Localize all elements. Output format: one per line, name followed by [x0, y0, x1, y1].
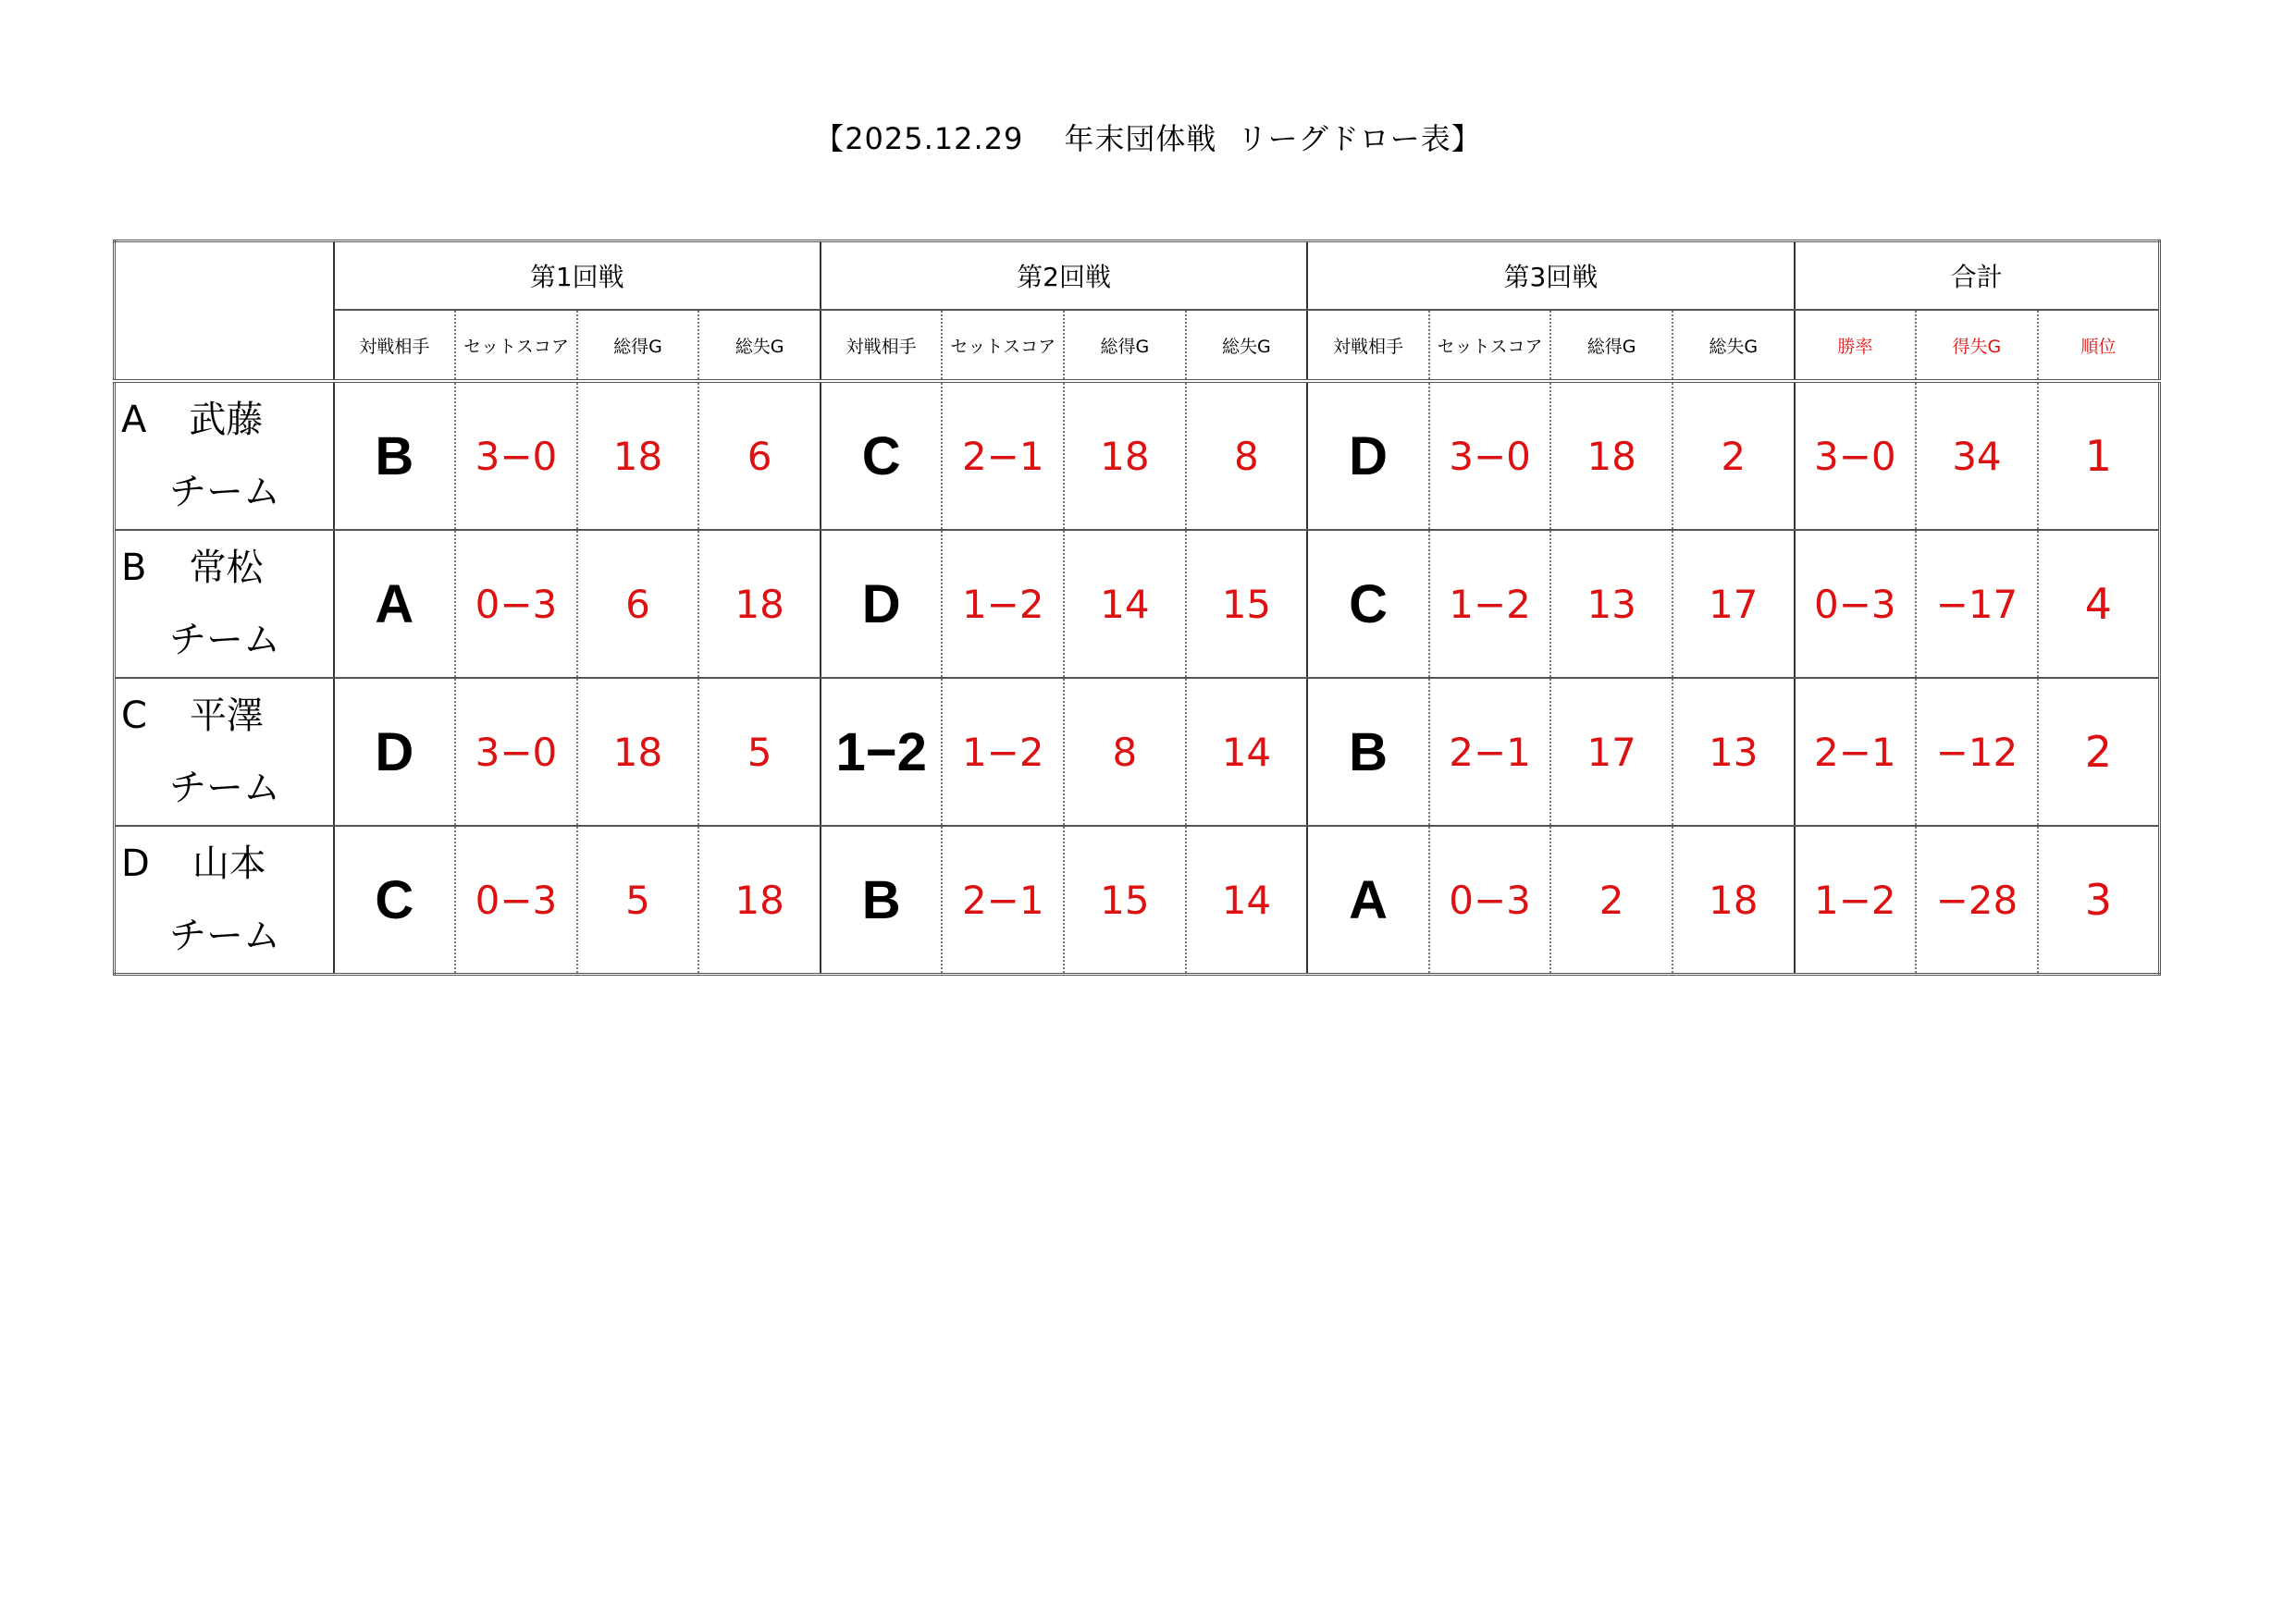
team-name: 常松	[189, 547, 264, 589]
opponent-cell: D	[821, 530, 943, 678]
col-games-won: 総得G	[1064, 310, 1186, 381]
set-score-cell: 2−1	[942, 826, 1064, 975]
round-3-header: 第3回戦	[1307, 241, 1794, 311]
team-name: 武藤	[189, 399, 264, 441]
team-suffix: チーム	[169, 767, 280, 809]
team-cell	[115, 826, 334, 975]
win-rate-cell: 1−2	[1795, 826, 1917, 975]
opponent-cell: D	[334, 678, 456, 826]
opponent-cell: C	[1307, 530, 1429, 678]
team-name: 平澤	[189, 695, 264, 737]
games-lost-cell: 14	[1186, 826, 1308, 975]
title-event: 年末団体戦	[1064, 121, 1217, 156]
col-games-lost: 総失G	[1186, 310, 1308, 381]
table-row	[115, 678, 2160, 826]
games-lost-cell: 2	[1673, 381, 1795, 530]
rank-cell: 2	[2038, 678, 2160, 826]
game-diff-cell: −12	[1916, 678, 2038, 826]
rank-cell: 3	[2084, 875, 2112, 925]
team-suffix: チーム	[169, 619, 280, 661]
col-rank: 順位	[2038, 310, 2160, 381]
table-row	[115, 381, 2160, 530]
set-score-cell: 1−2	[942, 530, 1064, 678]
opponent-cell: B	[821, 826, 943, 975]
table-row	[115, 530, 2160, 678]
set-score-cell: 2−1	[942, 381, 1064, 530]
col-set-score: セットスコア	[455, 310, 577, 381]
opponent-cell: C	[334, 826, 456, 975]
games-won-cell: 15	[1064, 826, 1186, 975]
rank-cell: 1	[2038, 381, 2160, 530]
win-rate-cell: 3−0	[1795, 381, 1917, 530]
set-score-cell: 3−0	[1429, 381, 1551, 530]
col-set-score: セットスコア	[942, 310, 1064, 381]
team-letter: B	[121, 547, 147, 589]
team-cell	[115, 530, 334, 678]
page-title	[0, 118, 2296, 159]
corner-cell	[115, 241, 334, 382]
games-won-cell: 14	[1064, 530, 1186, 678]
team-letter: A	[121, 399, 147, 441]
game-diff-cell: 34	[1916, 381, 2038, 530]
opponent-cell: B	[1307, 678, 1429, 826]
opponent-cell: B	[334, 381, 456, 530]
game-diff-cell: −28	[1916, 826, 2038, 975]
team-suffix: チーム	[169, 471, 280, 513]
games-lost-cell: 8	[1186, 381, 1308, 530]
games-won-cell: 6	[577, 530, 699, 678]
win-rate-cell: 2−1	[1795, 678, 1917, 826]
col-opponent: 対戦相手	[1307, 310, 1429, 381]
set-score-cell: 0−3	[1429, 826, 1551, 975]
opponent-cell: A	[334, 530, 456, 678]
games-won-cell: 18	[577, 678, 699, 826]
games-lost-cell: 14	[1186, 678, 1308, 826]
col-games-lost: 総失G	[698, 310, 821, 381]
set-score-cell: 1−2	[1429, 530, 1551, 678]
team-suffix: チーム	[169, 915, 280, 957]
team-cell	[115, 678, 334, 826]
games-lost-cell: 6	[698, 381, 821, 530]
col-opponent: 対戦相手	[821, 310, 943, 381]
opponent-cell: C	[821, 381, 943, 530]
set-score-cell: 3−0	[455, 678, 577, 826]
games-lost-cell: 18	[698, 826, 821, 975]
games-lost-cell: 18	[698, 530, 821, 678]
games-won-cell: 2	[1550, 826, 1673, 975]
opponent-cell: D	[1307, 381, 1429, 530]
games-won-cell: 5	[577, 826, 699, 975]
col-opponent: 対戦相手	[334, 310, 456, 381]
rank-cell: 4	[2038, 530, 2160, 678]
title-table-name: リーグドロー表】	[1237, 121, 1482, 156]
games-lost-cell: 5	[698, 678, 821, 826]
games-won-cell: 8	[1064, 678, 1186, 826]
games-lost-cell: 17	[1673, 530, 1795, 678]
games-won-cell: 17	[1550, 678, 1673, 826]
title-date: 【2025.12.29	[814, 121, 1024, 156]
games-lost-cell: 15	[1186, 530, 1308, 678]
league-table	[113, 240, 2161, 976]
games-lost-cell: 18	[1673, 826, 1795, 975]
team-cell	[115, 381, 334, 530]
round-1-header: 第1回戦	[334, 241, 821, 311]
col-game-diff: 得失G	[1916, 310, 2038, 381]
round-2-header: 第2回戦	[821, 241, 1307, 311]
col-win-rate: 勝率	[1795, 310, 1917, 381]
opponent-cell: 1−2	[821, 678, 943, 826]
games-won-cell: 18	[1064, 381, 1186, 530]
set-score-cell: 3−0	[455, 381, 577, 530]
set-score-cell: 2−1	[1429, 678, 1551, 826]
col-set-score: セットスコア	[1429, 310, 1551, 381]
team-letter: C	[121, 695, 147, 737]
team-name: 山本	[191, 842, 266, 885]
games-lost-cell: 13	[1673, 678, 1795, 826]
team-letter: D	[121, 842, 150, 885]
games-won-cell: 18	[1550, 381, 1673, 530]
col-games-lost: 総失G	[1673, 310, 1795, 381]
win-rate-cell: 0−3	[1795, 530, 1917, 678]
game-diff-cell: −17	[1916, 530, 2038, 678]
set-score-cell: 0−3	[455, 826, 577, 975]
col-games-won: 総得G	[577, 310, 699, 381]
set-score-cell: 1−2	[942, 678, 1064, 826]
col-games-won: 総得G	[1550, 310, 1673, 381]
table-row	[115, 826, 2160, 975]
games-won-cell: 18	[577, 381, 699, 530]
opponent-cell: A	[1307, 826, 1429, 975]
games-won-cell: 13	[1550, 530, 1673, 678]
total-header: 合計	[1795, 241, 2160, 311]
set-score-cell: 0−3	[455, 530, 577, 678]
